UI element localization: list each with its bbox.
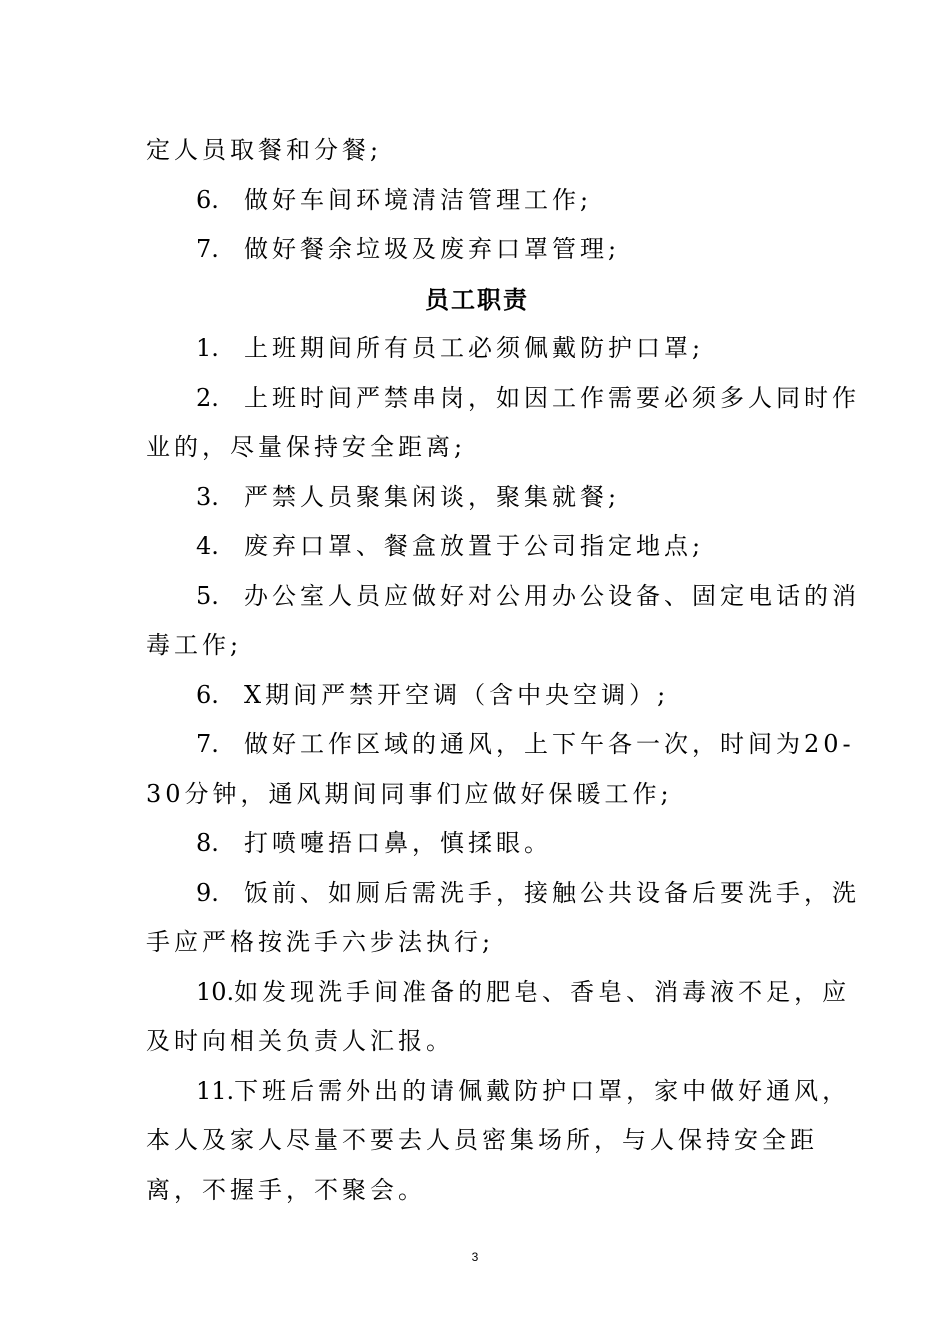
item-number: 6.: [196, 185, 219, 214]
item-number: 7.: [196, 730, 219, 758]
item-number: 6.: [196, 680, 219, 709]
list-item-3: [146, 473, 808, 523]
item-text: 上班期间所有员工必须佩戴防护口罩;: [244, 334, 705, 362]
list-item-6: [146, 671, 808, 721]
text-line: 及时向相关负责人汇报。: [146, 1027, 454, 1055]
item-text: 饭前、如厕后需洗手，接触公共设备后要洗手，洗: [244, 878, 860, 907]
page-number: 3: [471, 1250, 479, 1264]
item-number: 10.: [196, 977, 235, 1006]
text-line: 手应严格按洗手六步法执行;: [146, 928, 495, 956]
item-text: 办公室人员应做好对公用办公设备、固定电话的消: [244, 581, 860, 610]
list-item-2: [146, 374, 860, 424]
item-number: 3.: [196, 482, 219, 511]
list-item-6: [146, 176, 808, 226]
item-number: 8.: [196, 829, 219, 857]
item-number: 11.: [196, 1076, 235, 1105]
list-item-10: [146, 968, 851, 1018]
list-item-7: [146, 225, 808, 275]
text-line: 本人及家人尽量不要去人员密集场所，与人保持安全距: [146, 1126, 818, 1154]
item-text: 打喷嚏捂口鼻，慎揉眼。: [244, 829, 552, 857]
item-text: X期间严禁开空调（含中央空调）;: [244, 680, 670, 709]
text-line: 业的，尽量保持安全距离;: [146, 433, 467, 461]
text-line: 30分钟，通风期间同事们应做好保暖工作;: [146, 779, 673, 808]
text-line: 定人员取餐和分餐;: [146, 136, 383, 164]
item-text: 做好工作区域的通风，上下午各一次，时间为20-: [244, 730, 855, 758]
item-number: 9.: [196, 878, 219, 907]
list-item-5: [146, 572, 860, 622]
text-line: 毒工作;: [146, 631, 243, 659]
list-item-1: [146, 324, 808, 374]
list-item-4: [146, 522, 808, 572]
document-body: [146, 126, 860, 1215]
item-text: 如发现洗手间准备的肥皂、香皂、消毒液不足，应: [234, 977, 851, 1006]
item-text: 上班时间严禁串岗，如因工作需要必须多人同时作: [244, 383, 860, 412]
item-text: 废弃口罩、餐盒放置于公司指定地点;: [244, 532, 705, 560]
list-item-7: [146, 720, 855, 770]
item-text: 做好车间环境清洁管理工作;: [244, 185, 593, 214]
section-heading: 员工职责: [425, 284, 529, 314]
list-item-9: [146, 869, 860, 919]
list-item-11: [146, 1067, 851, 1117]
item-number: 5.: [196, 581, 219, 610]
item-text: 做好餐余垃圾及废弃口罩管理;: [244, 235, 621, 263]
item-number: 1.: [196, 334, 219, 362]
item-number: 4.: [196, 532, 219, 560]
item-text: 严禁人员聚集闲谈，聚集就餐;: [244, 482, 621, 511]
item-text: 下班后需外出的请佩戴防护口罩，家中做好通风，: [234, 1076, 851, 1105]
item-number: 2.: [196, 383, 219, 412]
text-line: 离，不握手，不聚会。: [146, 1175, 426, 1204]
list-item-8: [146, 819, 808, 869]
item-number: 7.: [196, 235, 219, 263]
